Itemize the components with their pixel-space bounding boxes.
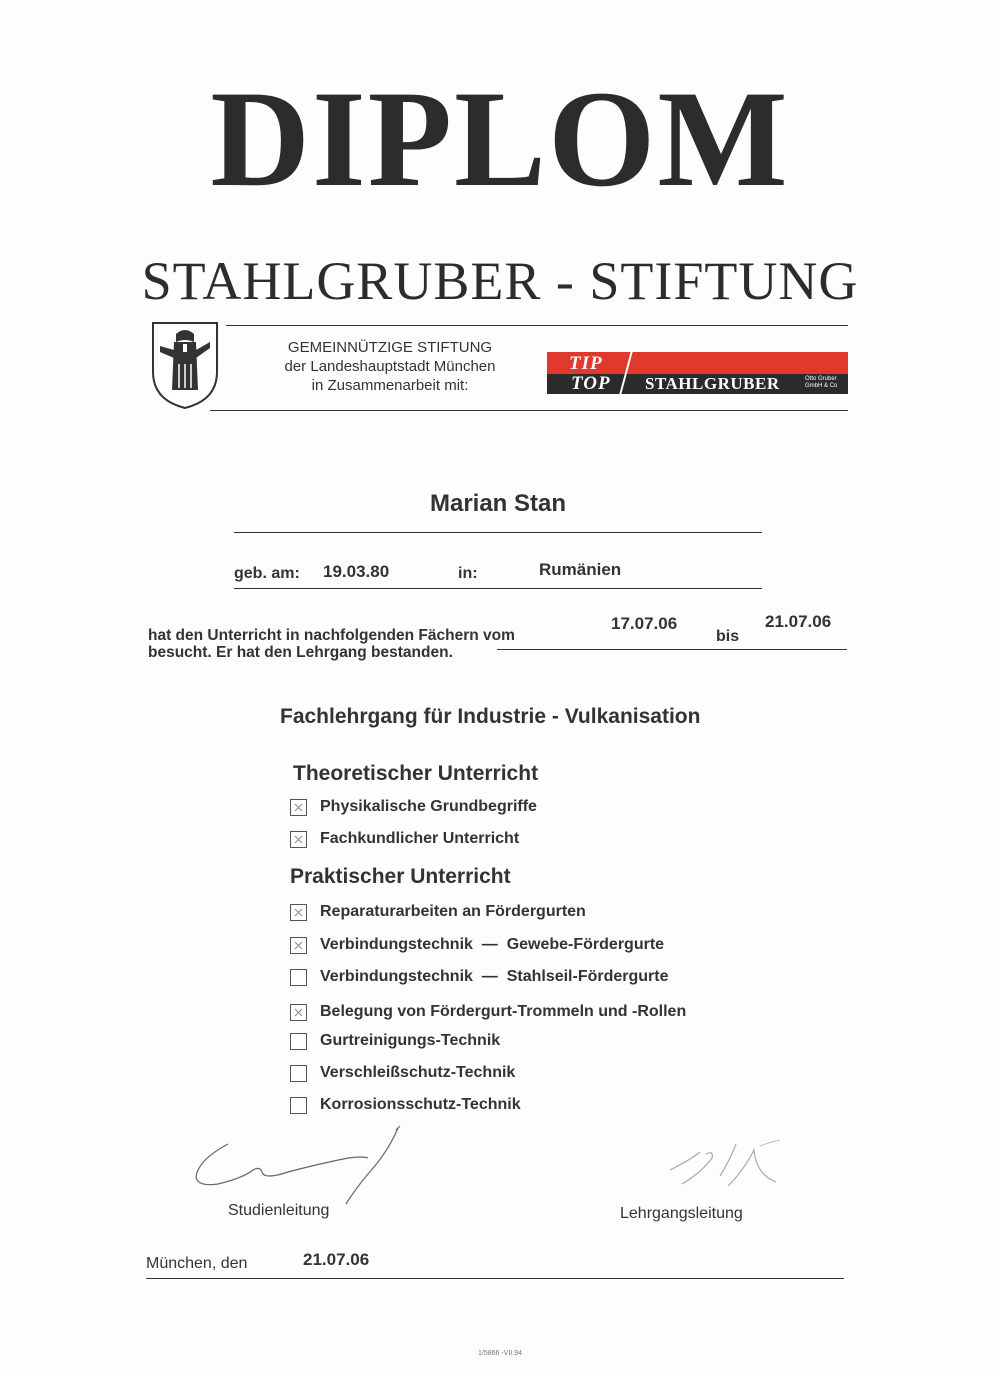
subject-label: Fachkundlicher Unterricht: [320, 830, 520, 847]
subject-label: Gurtreinigungs-Technik: [320, 1032, 501, 1049]
course-title: Fachlehrgang für Industrie - Vulkanisation: [280, 705, 701, 728]
check-mark-icon: [291, 800, 306, 815]
subject-label: Belegung von Fördergurt-Trommeln und -Rollen: [320, 1003, 687, 1020]
dates-rule: [497, 649, 847, 650]
course-end-date: 21.07.06: [765, 612, 832, 631]
checkbox[interactable]: [290, 799, 307, 816]
foundation-title: STAHLGRUBER - STIFTUNG: [141, 251, 859, 311]
diploma-title: DIPLOM: [210, 62, 790, 215]
foundation-line-3: in Zusammenarbeit mit:: [311, 377, 469, 394]
logo-company: [805, 376, 837, 390]
course-start-date: 17.07.06: [611, 614, 678, 633]
checkbox[interactable]: [290, 937, 307, 954]
foundation-text: [240, 338, 540, 395]
bis-label: bis: [716, 628, 740, 645]
checkbox[interactable]: [290, 1097, 307, 1114]
logo-tip: TIP: [569, 353, 603, 374]
lehrgangsleitung-signature: [640, 1130, 800, 1200]
logo-top: TOP: [571, 373, 611, 394]
subject-label: Korrosionsschutz-Technik: [320, 1096, 521, 1113]
checkbox[interactable]: [290, 1004, 307, 1021]
attendance-line-1: hat den Unterricht in nachfolgenden Fächern vom: [148, 627, 515, 644]
logo-sub-2: GmbH & Co: [805, 383, 838, 389]
munich-crest-icon: [150, 320, 220, 410]
check-mark-icon: [291, 938, 306, 953]
recipient-name: Marian Stan: [429, 490, 567, 517]
born-label: geb. am:: [234, 565, 300, 582]
birthplace: Rumänien: [539, 560, 622, 579]
issue-date: 21.07.06: [303, 1250, 370, 1269]
form-code: 1/5866 -VII.94: [478, 1350, 522, 1357]
theory-heading: Theoretischer Unterricht: [293, 762, 539, 785]
place-label: München, den: [146, 1255, 248, 1272]
checkbox[interactable]: [290, 904, 307, 921]
checkbox[interactable]: [290, 1065, 307, 1082]
birth-rule: [234, 588, 762, 589]
foundation-line-2: der Landeshauptstadt München: [284, 358, 496, 375]
subject-label: Verschleißschutz-Technik: [320, 1064, 516, 1081]
subject-label: Reparaturarbeiten an Fördergurten: [320, 903, 586, 920]
born-date: 19.03.80: [323, 562, 390, 581]
tiptop-stahlgruber-logo: [547, 352, 848, 394]
lehrgangsleitung-label: Lehrgangsleitung: [620, 1205, 743, 1222]
checkbox[interactable]: [290, 969, 307, 986]
logo-stahlgruber: STAHLGRUBER: [645, 374, 780, 393]
check-mark-icon: [291, 905, 306, 920]
checkbox[interactable]: [290, 831, 307, 848]
foundation-line-1: GEMEINNÜTZIGE STIFTUNG: [287, 339, 493, 356]
studienleitung-label: Studienleitung: [228, 1202, 330, 1219]
footer-rule: [146, 1278, 844, 1279]
practice-heading: Praktischer Unterricht: [290, 865, 511, 888]
attendance-line-2: besucht. Er hat den Lehrgang bestanden.: [148, 644, 453, 661]
header-top-rule: [226, 325, 848, 326]
check-mark-icon: [291, 832, 306, 847]
checkbox[interactable]: [290, 1033, 307, 1050]
birthplace-label: in:: [458, 565, 478, 582]
subject-label: Physikalische Grundbegriffe: [320, 798, 537, 815]
studienleitung-signature: [188, 1122, 418, 1212]
subject-label: Verbindungstechnik — Gewebe-Fördergurte: [320, 936, 665, 953]
header-bottom-rule: [210, 410, 848, 411]
name-rule: [234, 532, 762, 533]
check-mark-icon: [291, 1005, 306, 1020]
logo-sub-1: Otto Gruber: [805, 376, 837, 382]
subject-label: Verbindungstechnik — Stahlseil-Fördergurte: [320, 968, 669, 985]
